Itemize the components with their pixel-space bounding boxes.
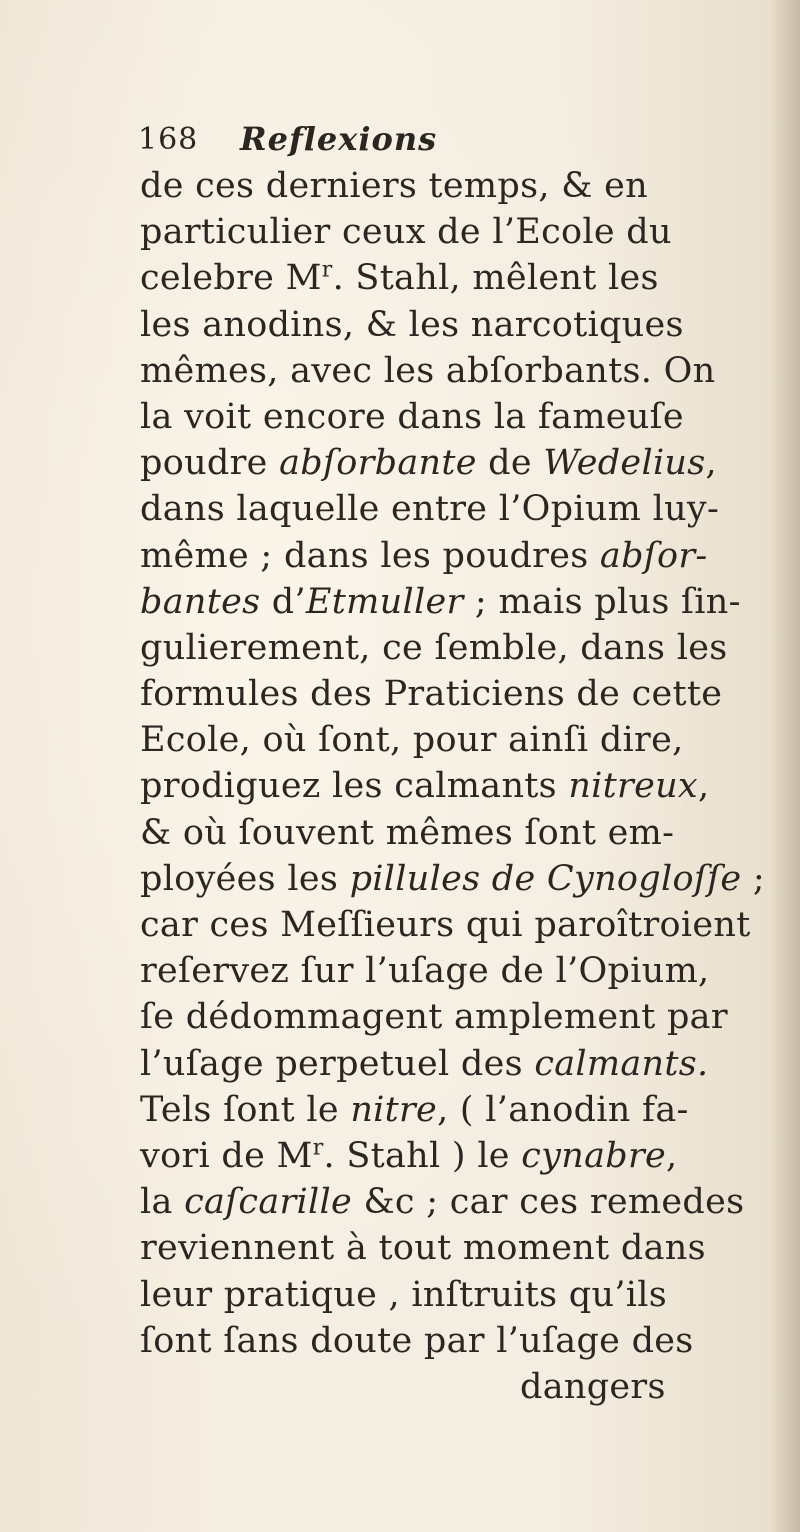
text-span: même ; dans les poudres bbox=[140, 535, 600, 576]
italic-text: abſorbante bbox=[279, 443, 477, 484]
text-line bbox=[140, 810, 780, 856]
text-line bbox=[140, 579, 780, 625]
text-line bbox=[140, 625, 780, 671]
text-line bbox=[140, 1272, 780, 1318]
text-span: ſe dédommagent amplement par bbox=[140, 997, 728, 1038]
text-span: . Stahl ) le bbox=[323, 1135, 522, 1176]
text-span: ſont ſans doute par l’uſage des bbox=[140, 1320, 694, 1361]
text-span: ; bbox=[741, 858, 765, 899]
text-span: formules des Praticiens de cette bbox=[140, 674, 723, 715]
catchword: dangers bbox=[520, 1366, 666, 1407]
italic-text: caſcarille bbox=[184, 1182, 353, 1223]
italic-text: bantes bbox=[140, 581, 261, 622]
italic-text: Etmuller bbox=[305, 581, 464, 622]
text-line bbox=[140, 671, 780, 717]
text-span: mêmes, avec les abſorbants. On bbox=[140, 350, 716, 391]
text-span: , bbox=[697, 766, 710, 807]
page-number: 168 bbox=[138, 122, 199, 157]
text-line bbox=[140, 948, 780, 994]
running-head: Reflexions bbox=[240, 120, 438, 158]
text-span: & où ſouvent mêmes ſont em- bbox=[140, 812, 675, 853]
superscript-text: r bbox=[321, 257, 333, 283]
text-line bbox=[140, 763, 780, 809]
text-line bbox=[140, 348, 780, 394]
text-span: reſervez ſur l’uſage de l’Opium, bbox=[140, 951, 710, 992]
page-header bbox=[138, 122, 658, 166]
text-line bbox=[140, 486, 780, 532]
text-span: car ces Meſſieurs qui paroîtroient bbox=[140, 905, 751, 945]
italic-text: nitre bbox=[350, 1089, 438, 1130]
text-span: , bbox=[705, 443, 717, 484]
text-span: reviennent à tout moment dans bbox=[140, 1228, 706, 1269]
text-line bbox=[140, 902, 780, 948]
italic-text: cynabre bbox=[521, 1135, 666, 1176]
body-text bbox=[140, 163, 780, 1410]
text-span: la bbox=[140, 1182, 185, 1223]
text-span: d’ bbox=[260, 581, 306, 622]
text-span: la voit encore dans la fameuſe bbox=[140, 396, 684, 437]
italic-text: calmants. bbox=[534, 1043, 709, 1084]
text-span: de ces derniers temps, & en bbox=[140, 166, 648, 206]
italic-text: nitreux bbox=[568, 766, 698, 807]
italic-text: pillules de Cynogloſſe bbox=[349, 858, 742, 899]
italic-text: Wedelius bbox=[543, 443, 706, 484]
text-line bbox=[140, 1225, 780, 1271]
text-line bbox=[140, 255, 780, 301]
text-span: les anodins, & les narcotiques bbox=[140, 304, 684, 345]
text-span: particulier ceux de l’Ecole du bbox=[140, 212, 672, 253]
text-span: vori de M bbox=[140, 1135, 313, 1176]
text-span: ; mais plus ſin- bbox=[463, 581, 741, 622]
text-span: leur pratique , inſtruits qu’ils bbox=[140, 1274, 667, 1315]
text-line bbox=[140, 717, 780, 763]
text-span: . Stahl, mêlent les bbox=[332, 258, 659, 299]
text-line bbox=[140, 1179, 780, 1225]
text-span: Ecole, où ſont, pour ainſi dire, bbox=[140, 720, 684, 761]
text-span: poudre bbox=[140, 443, 280, 484]
text-span: de bbox=[476, 443, 544, 484]
text-line bbox=[140, 1133, 780, 1179]
text-span: l’uſage perpetuel des bbox=[140, 1043, 535, 1084]
text-span: Tels ſont le bbox=[140, 1089, 351, 1130]
text-span: celebre M bbox=[140, 258, 322, 299]
text-line bbox=[140, 209, 780, 255]
text-line bbox=[140, 533, 780, 579]
superscript-text: r bbox=[312, 1135, 324, 1161]
italic-text: abſor- bbox=[599, 535, 708, 576]
text-line bbox=[140, 1087, 780, 1133]
text-lines bbox=[140, 163, 780, 1364]
text-span: &c ; car ces remedes bbox=[352, 1182, 745, 1223]
text-span: gulierement, ce ſemble, dans les bbox=[140, 627, 728, 668]
text-line bbox=[140, 440, 780, 486]
text-line bbox=[140, 394, 780, 440]
text-span: , ( l’anodin fa- bbox=[437, 1089, 689, 1130]
text-span: prodiguez les calmants bbox=[140, 766, 569, 807]
text-span: ployées les bbox=[140, 858, 350, 899]
text-span: , bbox=[665, 1135, 678, 1176]
text-line bbox=[140, 1318, 780, 1364]
text-line bbox=[140, 856, 780, 902]
text-line bbox=[140, 1041, 780, 1087]
text-line bbox=[140, 302, 780, 348]
text-line bbox=[140, 163, 780, 209]
text-span: dans laquelle entre l’Opium luy- bbox=[140, 489, 720, 530]
text-line bbox=[140, 994, 780, 1040]
